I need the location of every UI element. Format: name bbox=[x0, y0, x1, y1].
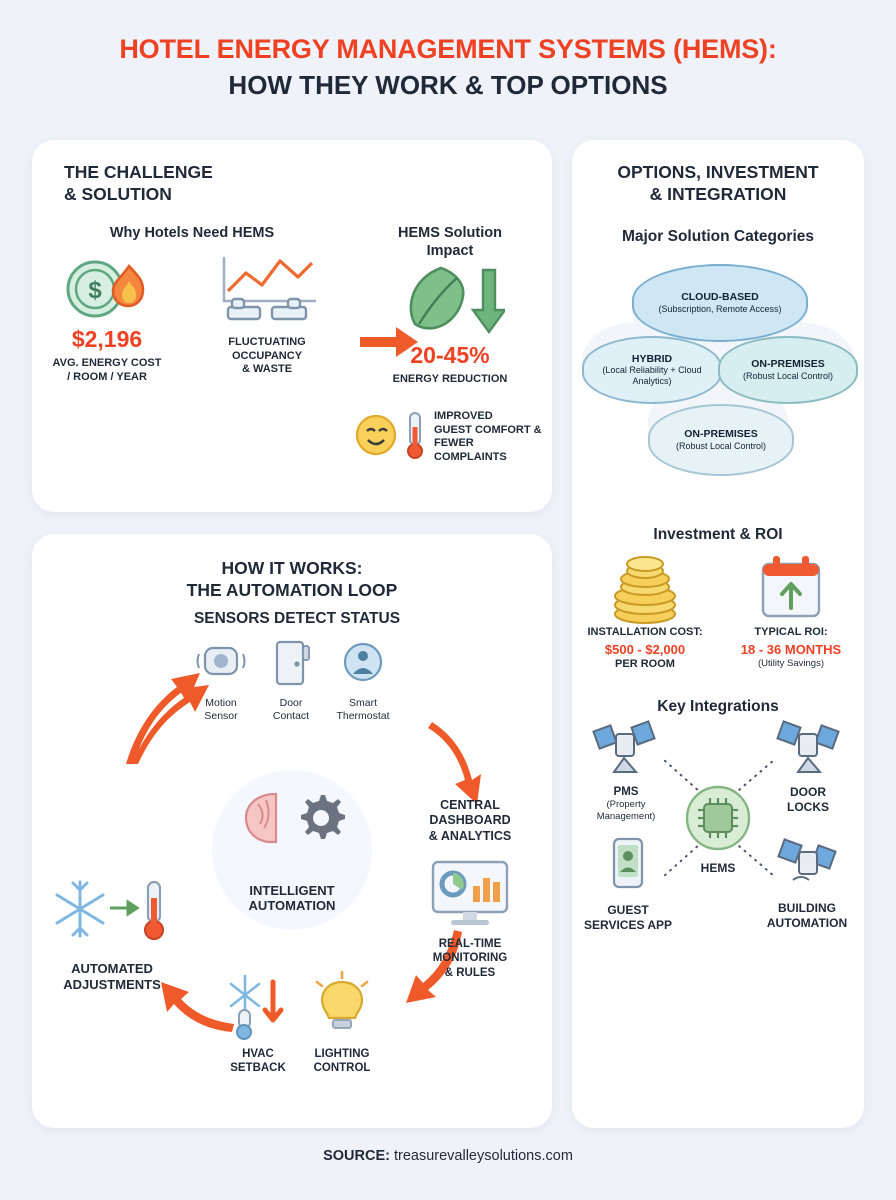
source-value: treasurevalleysolutions.com bbox=[393, 1148, 573, 1164]
step-real-time-line2: MONITORING bbox=[432, 952, 508, 965]
roi-typical-roi bbox=[725, 552, 857, 672]
step-central-dashboard-line2: DASHBOARD bbox=[429, 813, 511, 828]
integration-pms-label-line1: PMS bbox=[613, 785, 639, 798]
page-title-sub: HOW THEY WORK & TOP OPTIONS bbox=[228, 70, 668, 101]
door-contact-icon bbox=[263, 636, 319, 692]
challenge-cost-label-line2: / ROOM / YEAR bbox=[67, 370, 147, 383]
card-challenge-title-line2: & SOLUTION bbox=[64, 183, 172, 204]
lightbulb-icon bbox=[309, 970, 375, 1042]
sensor-motion-label-line2: Sensor bbox=[204, 709, 238, 722]
integration-building-automation-label bbox=[750, 901, 864, 931]
integration-building-automation-label-line1: BUILDING bbox=[778, 900, 836, 915]
automation-hub-label-line2: AUTOMATION bbox=[248, 898, 336, 914]
integration-pms-label bbox=[580, 785, 672, 823]
category-on-premises-right-detail: (Robust Local Control) bbox=[742, 370, 834, 381]
challenge-comfort-label bbox=[434, 410, 548, 465]
challenge-right-heading-line1: HEMS Solution bbox=[398, 224, 502, 241]
integrations-hub-label: HEMS bbox=[700, 860, 736, 875]
card-options-title-line2: & INTEGRATION bbox=[649, 183, 787, 204]
integration-building-automation-label-line2: AUTOMATION bbox=[766, 915, 848, 930]
integration-guest-app-label-line1: GUEST bbox=[607, 902, 649, 917]
challenge-right-heading bbox=[352, 224, 548, 260]
sensor-motion-label bbox=[184, 697, 258, 723]
dashboard-monitor-icon bbox=[425, 856, 515, 930]
challenge-occupancy-label bbox=[182, 336, 352, 377]
integration-pms-label-line2: (Property bbox=[606, 798, 646, 810]
integration-guest-app-label bbox=[572, 903, 684, 933]
challenge-cost-label bbox=[32, 357, 182, 385]
sensor-motion[interactable] bbox=[184, 636, 258, 723]
step-automated-adjustments[interactable] bbox=[40, 874, 184, 994]
output-lighting-line1: LIGHTING bbox=[314, 1047, 370, 1060]
roi-heading: Investment & ROI bbox=[653, 525, 783, 543]
sensor-door[interactable] bbox=[254, 636, 328, 723]
satellite-icon bbox=[769, 834, 845, 896]
coin-stack-icon bbox=[579, 552, 711, 626]
step-central-dashboard-line1: CENTRAL bbox=[440, 797, 500, 812]
sensor-thermostat-label bbox=[324, 697, 402, 723]
sensor-motion-label-line1: Motion bbox=[205, 696, 237, 709]
roi-installation-label: INSTALLATION COST: bbox=[587, 625, 703, 638]
smartphone-user-icon bbox=[605, 836, 651, 898]
card-options-investment-integration bbox=[572, 140, 864, 1128]
challenge-cost-block bbox=[32, 252, 182, 385]
right-arrow-icon bbox=[358, 325, 420, 364]
roi-typical-value: 18 - 36 MONTHS bbox=[740, 641, 842, 657]
smiley-icon bbox=[352, 411, 400, 464]
card-challenge-title-line1: THE CHALLENGE bbox=[64, 162, 213, 182]
integration-pms-label-line3: Management) bbox=[596, 810, 656, 822]
category-hybrid-detail: (Local Reliability + Cloud Analytics) bbox=[602, 365, 702, 387]
challenge-comfort-label-line2: GUEST COMFORT & bbox=[434, 423, 542, 436]
card-challenge-title bbox=[64, 162, 552, 206]
automation-loop bbox=[32, 602, 552, 1075]
integration-guest-app-label-line2: SERVICES APP bbox=[583, 917, 673, 932]
roi-installation-cost bbox=[579, 552, 711, 672]
integrations-heading: Key Integrations bbox=[657, 697, 779, 715]
svg-text:$: $ bbox=[88, 276, 102, 304]
roi-typical-note: (Utility Savings) bbox=[758, 657, 824, 669]
microchip-icon bbox=[682, 782, 754, 854]
challenge-reduction-value: 20-45% bbox=[410, 342, 490, 368]
dollar-coin-icon bbox=[32, 252, 182, 326]
challenge-cost-value: $2,196 bbox=[71, 325, 143, 352]
category-hybrid-text bbox=[584, 353, 720, 387]
category-cloud-based-text bbox=[658, 291, 781, 314]
snowflake-thermometer-icon bbox=[48, 874, 176, 952]
solution-categories-cloud-map bbox=[572, 246, 864, 516]
automation-hub-label bbox=[249, 883, 336, 914]
sensor-door-label-line1: Door bbox=[279, 696, 303, 709]
category-on-premises-bottom[interactable] bbox=[648, 404, 794, 476]
challenge-left-heading: Why Hotels Need HEMS bbox=[109, 224, 275, 241]
card-options-title bbox=[572, 162, 864, 206]
hvac-setback-icon bbox=[227, 970, 289, 1042]
step-central-dashboard bbox=[414, 798, 526, 845]
challenge-comfort-label-line1: IMPROVED bbox=[434, 409, 493, 422]
card-how-title-line2: THE AUTOMATION LOOP bbox=[186, 579, 398, 600]
category-cloud-based[interactable] bbox=[632, 264, 808, 342]
roi-typical-label: TYPICAL ROI: bbox=[754, 625, 828, 638]
options-categories-heading: Major Solution Categories bbox=[621, 227, 815, 245]
output-hvac-line2: SETBACK bbox=[230, 1062, 286, 1075]
page-title bbox=[32, 0, 864, 101]
integration-door-locks-label-line1: DOOR bbox=[790, 784, 826, 799]
category-cloud-based-detail: (Subscription, Remote Access) bbox=[658, 303, 782, 314]
automation-hub-label-line1: INTELLIGENT bbox=[249, 882, 335, 898]
page-title-main: HOTEL ENERGY MANAGEMENT SYSTEMS (HEMS): bbox=[119, 34, 777, 64]
challenge-cost-label-line1: AVG. ENERGY COST bbox=[52, 356, 162, 369]
step-central-dashboard-line3: & ANALYTICS bbox=[428, 829, 512, 843]
sensor-door-label-line2: Contact bbox=[272, 709, 310, 722]
sensor-thermostat-label-line1: Smart bbox=[348, 696, 377, 709]
brain-icon bbox=[236, 788, 298, 848]
challenge-comfort-label-line3: FEWER COMPLAINTS bbox=[434, 437, 507, 463]
step-real-time-line3: & RULES bbox=[444, 966, 496, 979]
output-hvac-setback[interactable] bbox=[218, 970, 298, 1076]
roi-installation-note: PER ROOM bbox=[615, 657, 675, 670]
integration-door-locks-label-line2: LOCKS bbox=[787, 799, 829, 814]
card-how-title-line1: HOW IT WORKS: bbox=[221, 558, 363, 578]
card-challenge-and-solution bbox=[32, 140, 552, 512]
sensor-door-label bbox=[254, 697, 328, 723]
category-on-premises-bottom-text bbox=[676, 428, 766, 451]
smart-thermostat-icon bbox=[335, 636, 391, 692]
challenge-occupancy-block bbox=[182, 252, 352, 385]
step-automated-line2: ADJUSTMENTS bbox=[63, 977, 161, 992]
integration-door-locks-label bbox=[762, 785, 854, 815]
source-footer bbox=[0, 1148, 896, 1164]
output-lighting-line2: CONTROL bbox=[313, 1062, 371, 1075]
roi-installation-value: $500 - $2,000 bbox=[604, 641, 686, 657]
challenge-occupancy-label-line3: & WASTE bbox=[241, 363, 293, 376]
category-hybrid-name: HYBRID bbox=[631, 352, 673, 365]
source-label: SOURCE: bbox=[323, 1148, 394, 1164]
category-cloud-based-name: CLOUD-BASED bbox=[681, 291, 759, 304]
challenge-occupancy-label-line2: OCCUPANCY bbox=[231, 349, 303, 362]
occupancy-chart-icon bbox=[182, 252, 352, 326]
sensors-heading: SENSORS DETECT STATUS bbox=[193, 609, 401, 627]
card-how-title bbox=[32, 558, 552, 602]
thermometer-icon bbox=[402, 409, 428, 466]
integration-building-automation[interactable] bbox=[750, 834, 864, 931]
satellite-icon bbox=[770, 718, 846, 780]
category-on-premises-right[interactable] bbox=[718, 336, 858, 404]
sensor-thermostat-label-line2: Thermostat bbox=[336, 709, 390, 722]
motion-sensor-icon bbox=[193, 636, 249, 692]
category-on-premises-bottom-detail: (Robust Local Control) bbox=[675, 440, 767, 451]
integration-door-locks[interactable] bbox=[762, 718, 854, 815]
step-automated-line1: AUTOMATED bbox=[71, 960, 153, 976]
satellite-icon bbox=[588, 718, 664, 780]
category-hybrid[interactable] bbox=[582, 336, 722, 404]
card-options-title-line1: OPTIONS, INVESTMENT bbox=[617, 162, 819, 182]
category-on-premises-right-name: ON-PREMISES bbox=[751, 358, 825, 371]
category-on-premises-right-text bbox=[743, 358, 833, 381]
card-how-it-works bbox=[32, 534, 552, 1128]
step-real-time-monitoring[interactable] bbox=[410, 856, 530, 980]
automation-hub bbox=[212, 770, 372, 930]
integrations-map bbox=[572, 716, 864, 946]
integrations-hub bbox=[682, 782, 754, 876]
challenge-reduction-label: ENERGY REDUCTION bbox=[392, 373, 508, 385]
category-on-premises-bottom-name: ON-PREMISES bbox=[684, 428, 758, 441]
integration-pms[interactable] bbox=[580, 718, 672, 823]
integration-guest-app[interactable] bbox=[572, 836, 684, 933]
step-real-time-line1: REAL-TIME bbox=[438, 937, 502, 950]
challenge-occupancy-label-line1: FLUCTUATING bbox=[228, 335, 306, 348]
challenge-left-column bbox=[32, 224, 352, 466]
output-lighting-control[interactable] bbox=[296, 970, 388, 1076]
sensor-thermostat[interactable] bbox=[324, 636, 402, 723]
gear-icon bbox=[294, 791, 348, 845]
challenge-right-heading-line2: Impact bbox=[426, 242, 474, 259]
output-hvac-line1: HVAC bbox=[242, 1047, 274, 1060]
calendar-up-arrow-icon bbox=[725, 552, 857, 626]
